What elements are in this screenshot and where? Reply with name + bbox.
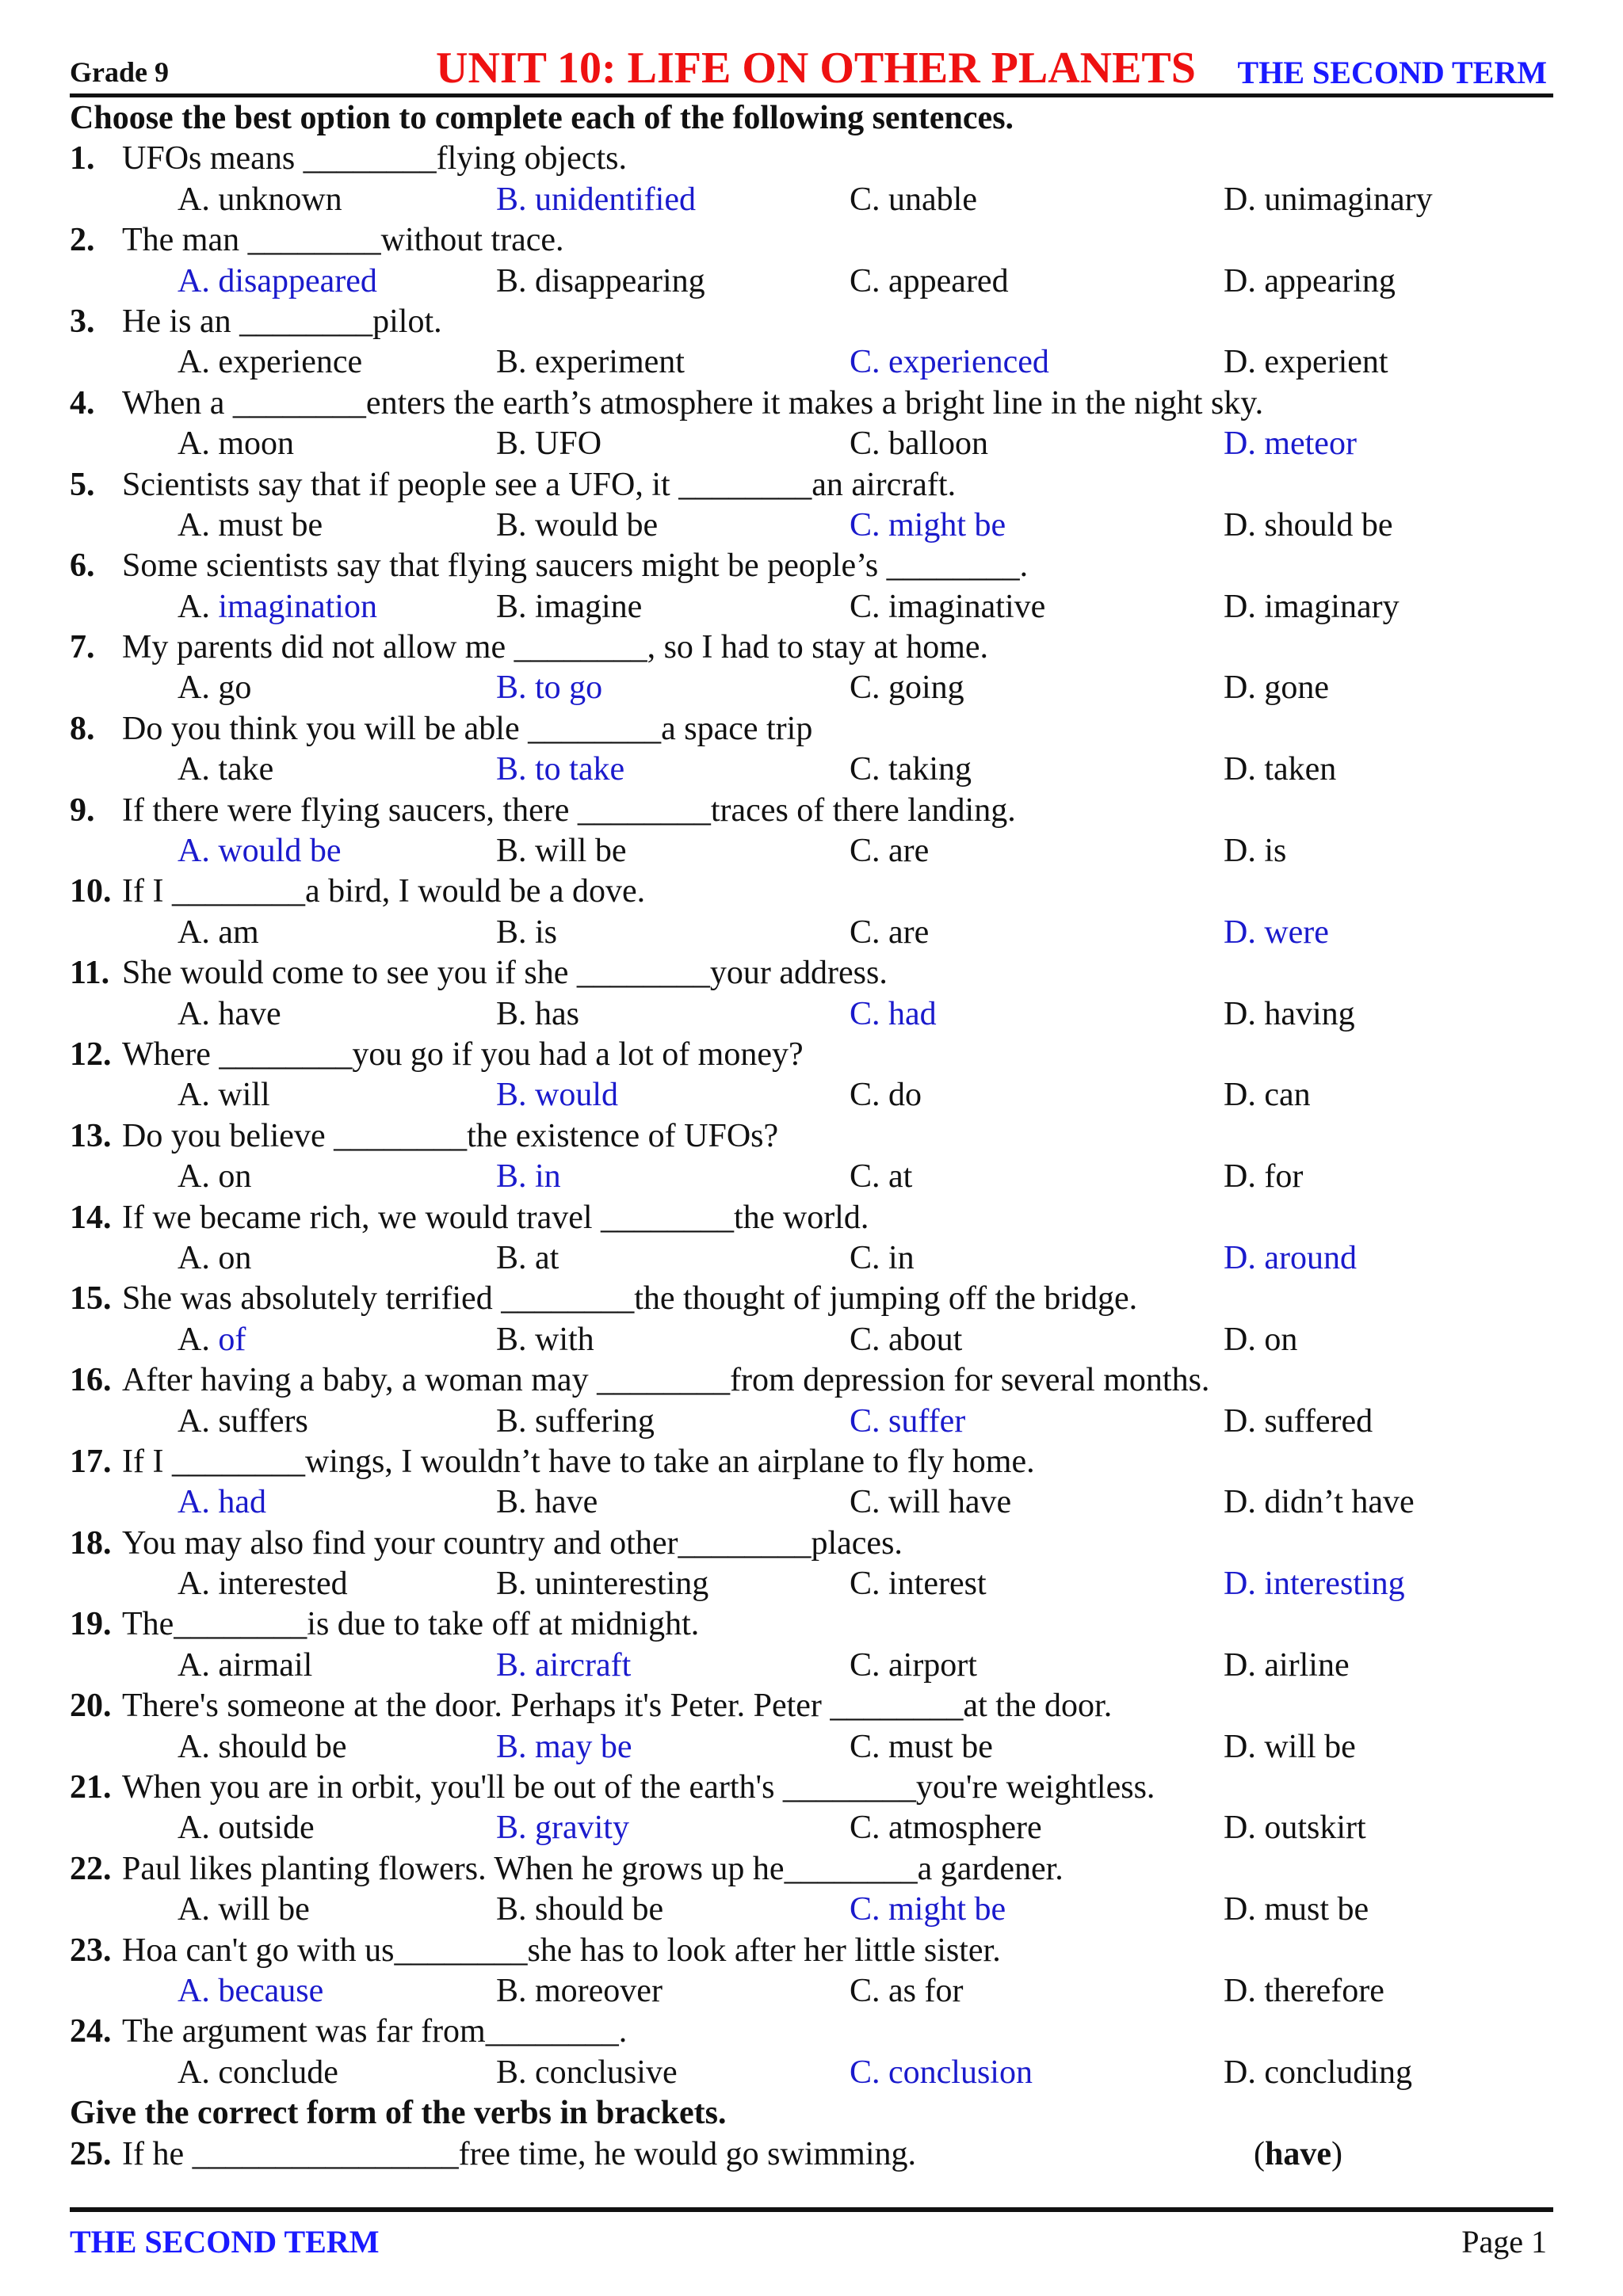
option-b: B. uninteresting: [496, 1566, 709, 1603]
option-a: A. suffers: [178, 1402, 308, 1440]
option-a: A. must be: [178, 506, 323, 543]
option-d: D. unimaginary: [1224, 181, 1433, 218]
question-text: If I ________a bird, I would be a dove.: [122, 873, 646, 910]
option-d: D. around: [1224, 1239, 1357, 1276]
option-c: C. unable: [850, 181, 977, 218]
option-b: B. in: [496, 1158, 561, 1196]
question-text: He is an ________pilot.: [122, 303, 442, 340]
option-b: B. gravity: [496, 1810, 629, 1847]
question-text: When a ________enters the earth’s atmosphere it makes a bright line in the night sky.: [122, 384, 1264, 421]
option-c: C. will have: [850, 1484, 1012, 1521]
option-d: D. gone: [1224, 669, 1329, 707]
question-number: 13.: [70, 1117, 112, 1154]
option-b: B. UFO: [496, 425, 602, 463]
option-c: C. interest: [850, 1566, 987, 1603]
question-number: 24.: [70, 2013, 112, 2050]
question-12: [70, 1035, 1560, 1075]
question-text: UFOs means ________flying objects.: [122, 140, 627, 177]
option-c: C. had: [850, 995, 937, 1032]
question-16: [70, 1360, 1560, 1401]
option-d: D. having: [1224, 995, 1355, 1032]
question-list: [70, 139, 1560, 2093]
question-text: After having a baby, a woman may ________from depression for several months.: [122, 1362, 1210, 1399]
option-c: C. are: [850, 833, 930, 870]
options-row: [70, 1075, 1560, 1116]
question-text: You may also find your country and other________places.: [122, 1524, 903, 1562]
options-row: [70, 505, 1560, 546]
option-b: B. experiment: [496, 344, 685, 381]
question-number: 4.: [70, 384, 95, 421]
question-6: [70, 546, 1560, 586]
question-number: 15.: [70, 1280, 112, 1318]
page-footer: [70, 2207, 1553, 2267]
option-b: B. with: [496, 1321, 594, 1358]
page-number: Page 1: [1461, 2224, 1547, 2260]
option-b: B. to go: [496, 669, 603, 707]
question-number: 11.: [70, 955, 110, 992]
question-10: [70, 871, 1560, 912]
option-d: D. therefore: [1224, 1972, 1384, 2009]
question-text: She would come to see you if she ________your address.: [122, 955, 888, 992]
question-text: Scientists say that if people see a UFO, it ________an aircraft.: [122, 466, 957, 503]
question-text: She was absolutely terrified ________the thought of jumping off the bridge.: [122, 1280, 1138, 1318]
question-4: [70, 383, 1560, 424]
verb-hint: [1254, 2134, 1342, 2175]
question-5: [70, 465, 1560, 505]
option-d: D. will be: [1224, 1728, 1356, 1765]
option-b: B. would: [496, 1077, 619, 1114]
term-label: THE SECOND TERM: [1237, 55, 1547, 90]
option-c: C. as for: [850, 1972, 964, 2009]
question-21: [70, 1768, 1560, 1808]
hint-close: ): [1331, 2135, 1342, 2172]
question-15: [70, 1279, 1560, 1319]
question-number: 14.: [70, 1199, 112, 1236]
option-c: C. taking: [850, 751, 972, 788]
question-number: 7.: [70, 629, 95, 666]
option-c: C. in: [850, 1239, 915, 1276]
options-row: [70, 1402, 1560, 1442]
option-c: C. might be: [850, 1891, 1006, 1928]
question-text: The argument was far from________.: [122, 2013, 628, 2050]
option-d: D. should be: [1224, 506, 1393, 543]
option-b: B. would be: [496, 506, 659, 543]
hint-open: (: [1254, 2135, 1265, 2172]
option-b: B. disappearing: [496, 262, 705, 299]
option-c: C. do: [850, 1077, 922, 1114]
options-row: [70, 1482, 1560, 1523]
option-d: D. must be: [1224, 1891, 1369, 1928]
question-text: If there were flying saucers, there ________traces of there landing.: [122, 791, 1016, 829]
option-d: D. didn’t have: [1224, 1484, 1415, 1521]
question-number: 16.: [70, 1362, 112, 1399]
option-b: B. at: [496, 1239, 559, 1276]
option-c: C. appeared: [850, 262, 1009, 299]
option-d: D. is: [1224, 833, 1287, 870]
question-19: [70, 1604, 1560, 1645]
question-text: The________is due to take off at midnight.: [122, 1606, 700, 1643]
option-b: B. unidentified: [496, 181, 696, 218]
option-d: D. taken: [1224, 751, 1337, 788]
option-d: D. interesting: [1224, 1566, 1405, 1603]
question-number: 12.: [70, 1035, 112, 1073]
option-d: D. concluding: [1224, 2054, 1412, 2091]
option-c: C. at: [850, 1158, 913, 1196]
option-a: A. have: [178, 995, 281, 1032]
worksheet-content: [70, 98, 1560, 2175]
option-a: A. go: [178, 669, 252, 707]
option-letter: A.: [178, 1321, 219, 1358]
option-letter: A.: [178, 588, 219, 625]
option-d: D. on: [1224, 1321, 1298, 1358]
option-d: D. outskirt: [1224, 1810, 1366, 1847]
question-text: Where ________you go if you had a lot of money?: [122, 1035, 804, 1073]
section-instruction-1: Choose the best option to complete each of the following sentences.: [70, 100, 1014, 136]
question-8: [70, 709, 1560, 749]
option-b: B. may be: [496, 1728, 632, 1765]
options-row: [70, 342, 1560, 383]
options-row: [70, 180, 1560, 220]
option-a: A. had: [178, 1484, 266, 1521]
options-row: [70, 1564, 1560, 1604]
option-a: A. interested: [178, 1566, 348, 1603]
question-text: Hoa can't go with us________she has to look after her little sister.: [122, 1932, 1001, 1969]
option-d: D. can: [1224, 1077, 1311, 1114]
question-number: 5.: [70, 466, 95, 503]
question-number: 25.: [70, 2135, 112, 2172]
option-word: imagination: [218, 588, 377, 625]
options-row: [70, 913, 1560, 953]
question-number: 10.: [70, 873, 112, 910]
question-24: [70, 2012, 1560, 2052]
grade-label: Grade 9: [70, 56, 169, 88]
question-7: [70, 627, 1560, 668]
options-row: [70, 1890, 1560, 1930]
options-row: [70, 1727, 1560, 1768]
option-c: C. going: [850, 669, 964, 707]
option-a: A. would be: [178, 833, 342, 870]
question-14: [70, 1198, 1560, 1238]
options-row: [70, 1808, 1560, 1848]
option-b: B. should be: [496, 1891, 664, 1928]
option-a: A. on: [178, 1158, 252, 1196]
question-text: Some scientists say that flying saucers might be people’s ________.: [122, 547, 1029, 585]
question-number: 2.: [70, 222, 95, 259]
option-a: A. airmail: [178, 1646, 313, 1684]
question-text: When you are in orbit, you'll be out of the earth's ________you're weightless.: [122, 1769, 1155, 1806]
option-d: D. suffered: [1224, 1402, 1373, 1440]
option-a: A. will: [178, 1077, 270, 1114]
option-b: B. will be: [496, 833, 627, 870]
question-1: [70, 139, 1560, 179]
question-18: [70, 1524, 1560, 1564]
options-row: [70, 261, 1560, 302]
question-17: [70, 1442, 1560, 1482]
question-text: Do you believe ________the existence of UFOs?: [122, 1117, 779, 1154]
question-number: 3.: [70, 303, 95, 340]
option-d: D. airline: [1224, 1646, 1350, 1684]
option-a: A. experience: [178, 344, 363, 381]
page-header: [70, 46, 1553, 97]
question-number: 20.: [70, 1688, 112, 1725]
option-a: A. conclude: [178, 2054, 338, 2091]
option-d: D. experient: [1224, 344, 1388, 381]
option-a: A. moon: [178, 425, 294, 463]
option-a: A. on: [178, 1239, 252, 1276]
option-b: B. has: [496, 995, 579, 1032]
option-b: B. is: [496, 913, 558, 951]
hint-verb: have: [1265, 2135, 1331, 2172]
option-b: B. conclusive: [496, 2054, 678, 2091]
question-number: 23.: [70, 1932, 112, 1969]
question-number: 18.: [70, 1524, 112, 1562]
question-13: [70, 1116, 1560, 1157]
question-number: 6.: [70, 547, 95, 585]
question-22: [70, 1849, 1560, 1890]
question-text: If he ________________free time, he would go swimming.: [122, 2135, 917, 2172]
options-row: [70, 1971, 1560, 2012]
options-row: [70, 2053, 1560, 2093]
option-c: C. might be: [850, 506, 1006, 543]
options-row: [70, 749, 1560, 790]
option-a: A. because: [178, 1972, 324, 2009]
question-25: [70, 2134, 1560, 2175]
options-row: [70, 1238, 1560, 1279]
option-b: B. have: [496, 1484, 598, 1521]
option-word: of: [218, 1321, 246, 1358]
option-c: C. are: [850, 913, 930, 951]
option-a: A. outside: [178, 1810, 315, 1847]
option-c: C. balloon: [850, 425, 988, 463]
question-11: [70, 953, 1560, 994]
options-row: [70, 831, 1560, 871]
option-d: D. for: [1224, 1158, 1304, 1196]
footer-term: THE SECOND TERM: [70, 2224, 380, 2260]
question-23: [70, 1931, 1560, 1971]
option-c: C. must be: [850, 1728, 993, 1765]
question-number: 9.: [70, 791, 95, 829]
option-c: C. imaginative: [850, 588, 1046, 625]
question-number: 21.: [70, 1769, 112, 1806]
question-number: 8.: [70, 710, 95, 747]
question-2: [70, 220, 1560, 261]
question-number: 19.: [70, 1606, 112, 1643]
option-a: A. will be: [178, 1891, 310, 1928]
option-a: A. am: [178, 913, 259, 951]
option-c: C. conclusion: [850, 2054, 1033, 2091]
option-b: B. suffering: [496, 1402, 655, 1440]
question-9: [70, 791, 1560, 831]
option-a: A. disappeared: [178, 262, 377, 299]
option-d: D. appearing: [1224, 262, 1396, 299]
options-row: [70, 424, 1560, 464]
options-row: [70, 587, 1560, 627]
option-b: B. to take: [496, 751, 625, 788]
option-a: [178, 587, 377, 627]
question-text: Paul likes planting flowers. When he grows up he________a gardener.: [122, 1850, 1064, 1887]
options-row: [70, 1320, 1560, 1360]
question-text: The man ________without trace.: [122, 222, 564, 259]
question-20: [70, 1686, 1560, 1726]
option-c: C. experienced: [850, 344, 1049, 381]
option-c: C. atmosphere: [850, 1810, 1042, 1847]
question-text: Do you think you will be able ________a space trip: [122, 710, 813, 747]
option-d: D. imaginary: [1224, 588, 1400, 625]
section-instruction-2: Give the correct form of the verbs in brackets.: [70, 2095, 727, 2132]
option-a: A. should be: [178, 1728, 347, 1765]
option-a: A. take: [178, 751, 274, 788]
option-b: B. aircraft: [496, 1646, 632, 1684]
question-text: If we became rich, we would travel ________the world.: [122, 1199, 869, 1236]
option-c: C. about: [850, 1321, 963, 1358]
question-number: 17.: [70, 1443, 112, 1480]
question-text: There's someone at the door. Perhaps it's Peter. Peter ________at the door.: [122, 1688, 1113, 1725]
option-d: D. meteor: [1224, 425, 1357, 463]
options-row: [70, 668, 1560, 708]
option-d: D. were: [1224, 913, 1329, 951]
question-text: My parents did not allow me ________, so I had to stay at home.: [122, 629, 989, 666]
options-row: [70, 1646, 1560, 1686]
option-b: B. imagine: [496, 588, 643, 625]
options-row: [70, 994, 1560, 1035]
question-number: 22.: [70, 1850, 112, 1887]
option-b: B. moreover: [496, 1972, 663, 2009]
question-number: 1.: [70, 140, 95, 177]
options-row: [70, 1157, 1560, 1197]
option-c: C. suffer: [850, 1402, 966, 1440]
option-a: A. unknown: [178, 181, 342, 218]
option-c: C. airport: [850, 1646, 977, 1684]
unit-title: UNIT 10: LIFE ON OTHER PLANETS: [436, 44, 1196, 93]
option-a: [178, 1320, 246, 1360]
question-text: If I ________wings, I wouldn’t have to take an airplane to fly home.: [122, 1443, 1035, 1480]
question-3: [70, 302, 1560, 342]
